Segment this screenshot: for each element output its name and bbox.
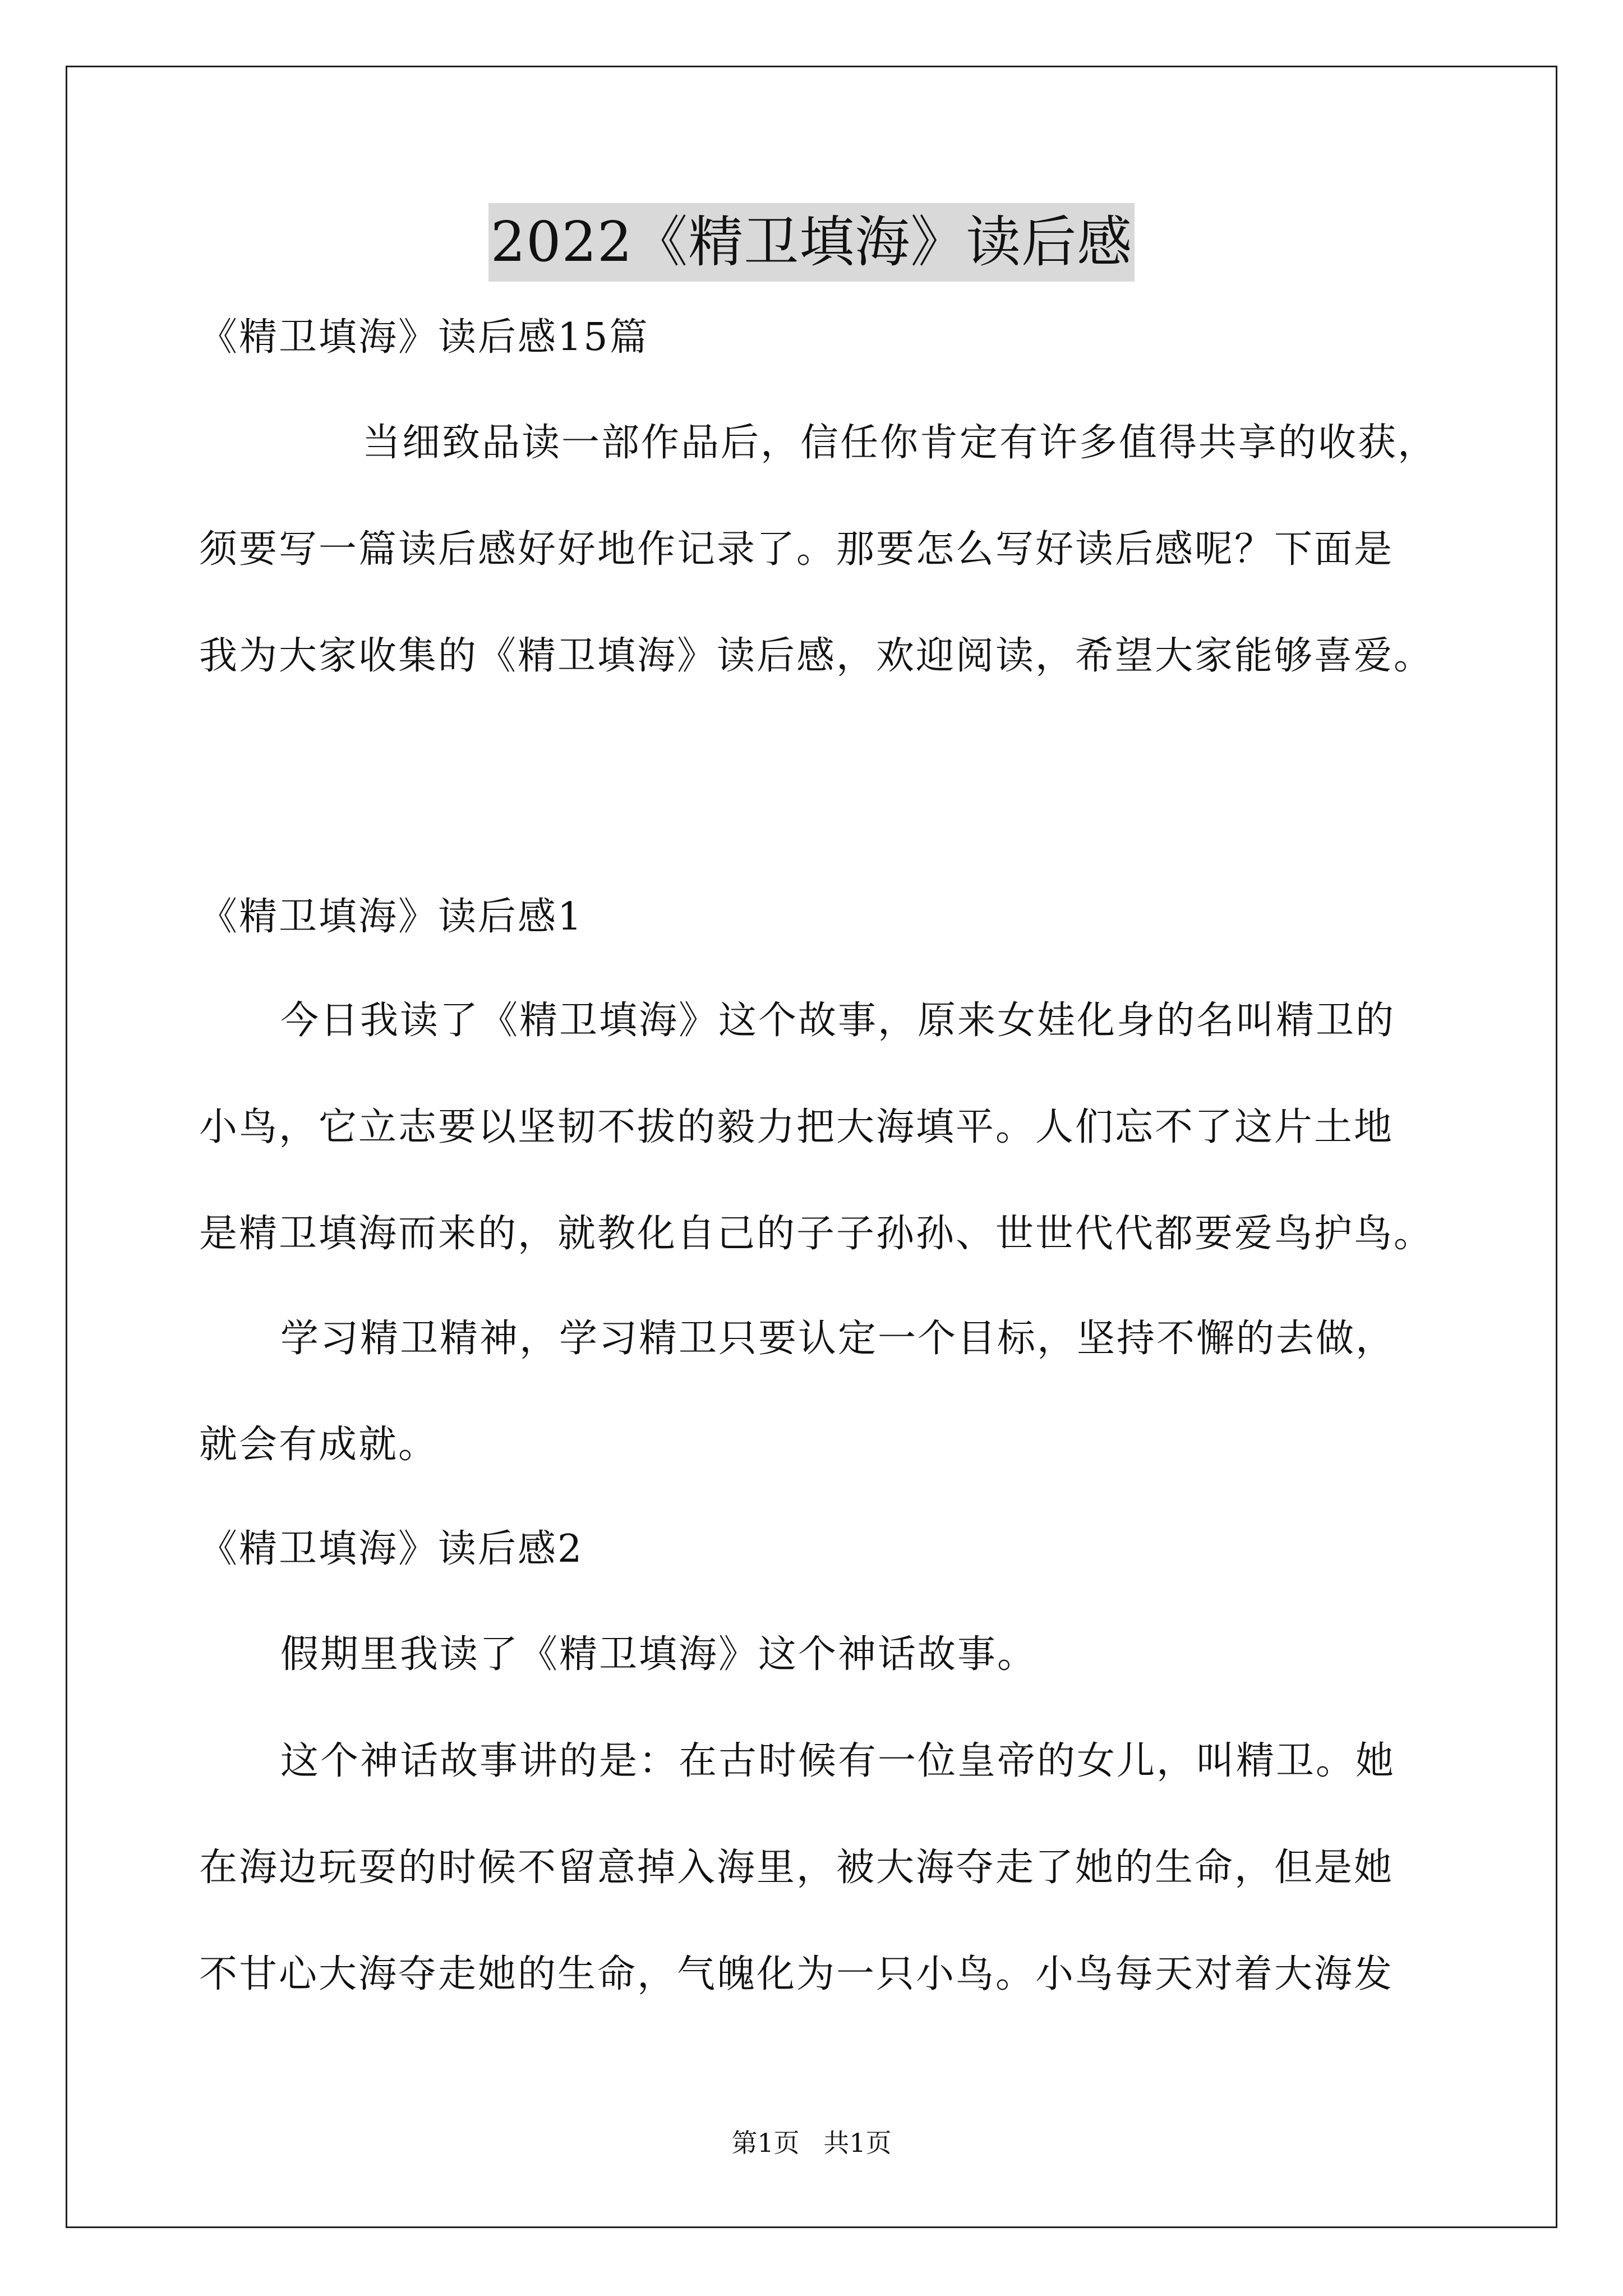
- page-total: 共1页: [823, 2128, 892, 2158]
- section-1-line-2: 小鸟，它立志要以坚韧不拔的毅力把大海填平。人们忘不了这片土地: [199, 1105, 1394, 1149]
- document-title: 2022《精卫填海》读后感: [488, 203, 1135, 282]
- section-1-line-1: 今日我读了《精卫填海》这个故事，原来女娃化身的名叫精卫的: [280, 999, 1396, 1043]
- section-1-heading: 《精卫填海》读后感1: [199, 895, 584, 939]
- section-1-line-4: 学习精卫精神，学习精卫只要认定一个目标，坚持不懈的去做，: [280, 1317, 1396, 1361]
- page-number: 第1页: [731, 2128, 800, 2158]
- section-2-heading: 《精卫填海》读后感2: [199, 1527, 584, 1571]
- section-2-line-3: 在海边玩耍的时候不留意掉入海里，被大海夺走了她的生命，但是她: [199, 1846, 1394, 1890]
- intro-line-2: 须要写一篇读后感好好地作记录了。那要怎么写好读后感呢？下面是: [199, 527, 1394, 572]
- section-1-line-5: 就会有成就。: [199, 1423, 439, 1467]
- section-1-line-3: 是精卫填海而来的，就教化自己的子子孙孙、世世代代都要爱鸟护鸟。: [199, 1212, 1434, 1256]
- title-container: [0, 203, 1623, 282]
- page-footer: [0, 2126, 1623, 2160]
- section-2-line-1: 假期里我读了《精卫填海》这个神话故事。: [280, 1632, 1038, 1677]
- section-2-line-4: 不甘心大海夺走她的生命，气魄化为一只小鸟。小鸟每天对着大海发: [199, 1952, 1394, 1996]
- intro-line-1: 当细致品读一部作品后，信任你肯定有许多值得共享的收获，: [362, 421, 1438, 465]
- subtitle: 《精卫填海》读后感15篇: [199, 315, 649, 360]
- intro-line-3: 我为大家收集的《精卫填海》读后感，欢迎阅读，希望大家能够喜爱。: [199, 634, 1434, 678]
- section-2-line-2: 这个神话故事讲的是：在古时候有一位皇帝的女儿，叫精卫。她: [280, 1739, 1396, 1783]
